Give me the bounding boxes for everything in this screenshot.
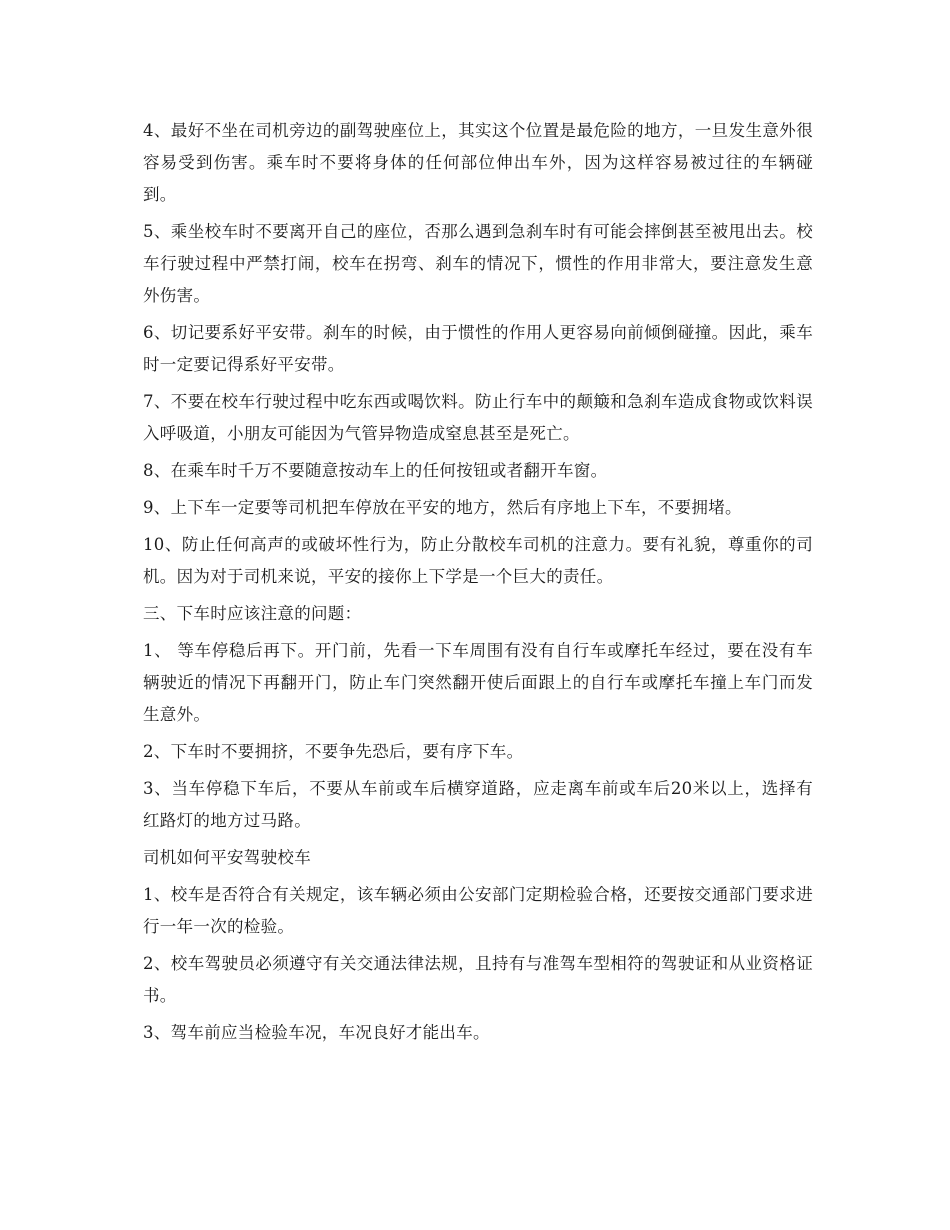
paragraph-7-no-eating: 7、不要在校车行驶过程中吃东西或喝饮料。防止行车中的颠簸和急刹车造成食物或饮料误入呼吸道，小朋友可能因为气管异物造成窒息甚至是死亡。 (143, 392, 813, 443)
paragraph-1-vehicle-inspection: 1、校车是否符合有关规定，该车辆必须由公安部门定期检验合格，还要按交通部门要求进行一年一次的检验。 (143, 885, 813, 936)
paragraph-9-orderly-boarding: 9、上下车一定要等司机把车停放在平安的地方，然后有序地上下车，不要拥堵。 (143, 498, 742, 517)
section-heading-getting-off: 三、下车时应该注意的问题： (143, 604, 362, 623)
paragraph-10-no-noise: 10、防止任何高声的或破坏性行为，防止分散校车司机的注意力。要有礼貌，尊重你的司机。因为对于司机来说，平安的接你上下学是一个巨大的责任。 (143, 535, 813, 586)
paragraph-8-no-buttons: 8、在乘车时千万不要随意按动车上的任何按钮或者翻开车窗。 (143, 461, 608, 480)
paragraph-2-no-crowding: 2、下车时不要拥挤，不要争先恐后，要有序下车。 (143, 742, 524, 761)
paragraph-3-crossing-road: 3、当车停稳下车后，不要从车前或车后横穿道路，应走离车前或车后20米以上，选择有红路灯的地方过马路。 (143, 779, 813, 830)
paragraph-5-stay-seated: 5、乘坐校车时不要离开自己的座位，否那么遇到急刹车时有可能会摔倒甚至被甩出去。校车行驶过程中严禁打闹，校车在拐弯、刹车的情况下，惯性的作用非常大，要注意发生意外伤害。 (143, 222, 813, 305)
paragraph-2-driver-license: 2、校车驾驶员必须遵守有关交通法律法规，且持有与准驾车型相符的驾驶证和从业资格证书。 (143, 954, 813, 1005)
document-body (143, 115, 813, 1054)
paragraph-4-front-seat: 4、最好不坐在司机旁边的副驾驶座位上，其实这个位置是最危险的地方，一旦发生意外很容易受到伤害。乘车时不要将身体的任何部位伸出车外，因为这样容易被过往的车辆碰到。 (143, 121, 813, 204)
paragraph-6-seat-belt: 6、切记要系好平安带。刹车的时候，由于惯性的作用人更容易向前倾倒碰撞。因此，乘车时一定要记得系好平安带。 (143, 323, 813, 374)
paragraph-1-wait-stop: 1、 等车停稳后再下。开门前，先看一下车周围有没有自行车或摩托车经过，要在没有车辆驶近的情况下再翻开门，防止车门突然翻开使后面跟上的自行车或摩托车撞上车门而发生意外。 (143, 641, 813, 724)
section-heading-driver-safety: 司机如何平安驾驶校车 (143, 848, 311, 867)
paragraph-3-check-vehicle: 3、驾车前应当检验车况，车况良好才能出车。 (143, 1023, 490, 1042)
